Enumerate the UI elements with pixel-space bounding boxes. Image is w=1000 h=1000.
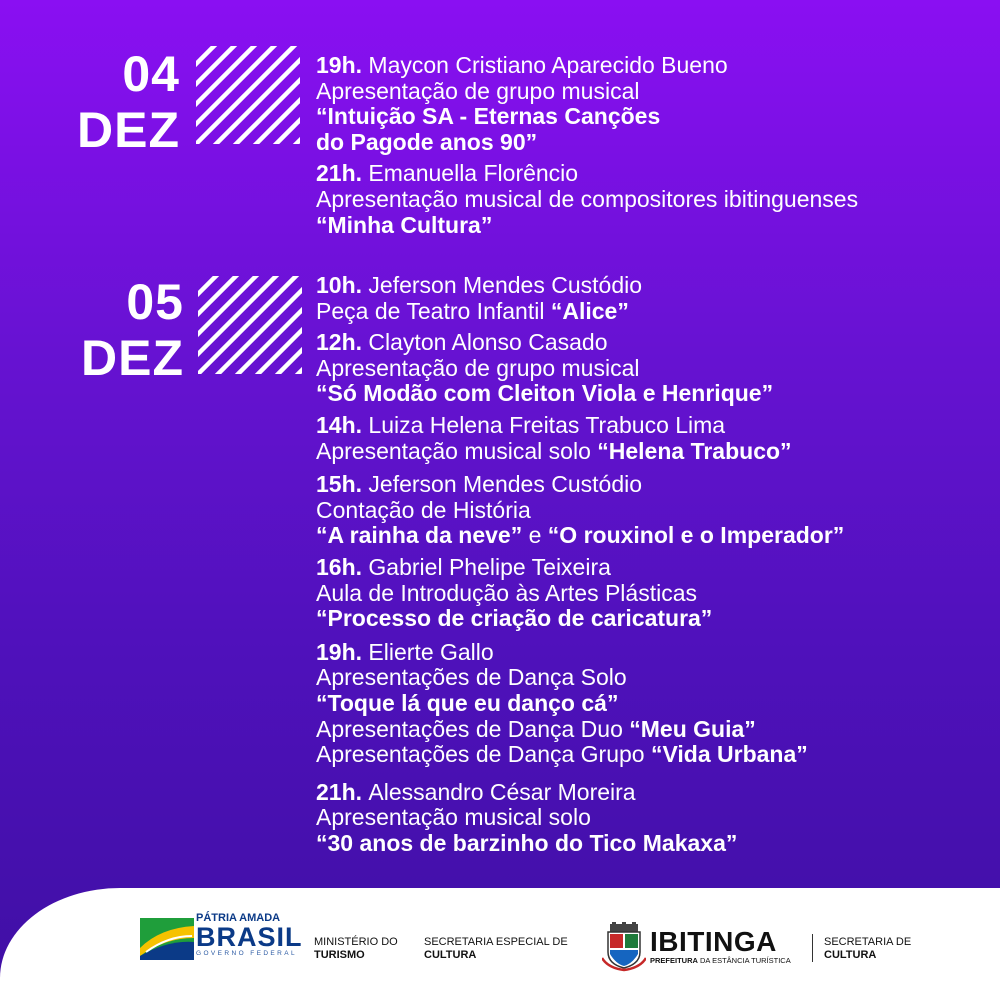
event-detail-line bbox=[316, 213, 858, 239]
event-detail-line bbox=[316, 498, 844, 524]
event-time: 21h. bbox=[316, 778, 369, 805]
event-time: 16h. bbox=[316, 553, 369, 580]
event-detail-line bbox=[316, 187, 858, 213]
ibitinga-name: IBITINGA bbox=[650, 926, 777, 957]
date-day-number: 04 bbox=[122, 46, 180, 102]
event-text: Apresentação musical solo bbox=[316, 437, 598, 464]
event-text: Jeferson Mendes Custódio bbox=[368, 272, 643, 298]
event-detail-line bbox=[316, 831, 844, 857]
sec-cultura-line1: SECRETARIA DE bbox=[824, 936, 912, 948]
patria-amada-text: PÁTRIA AMADA bbox=[196, 912, 281, 924]
event-item bbox=[316, 640, 844, 768]
event-text: Luiza Helena Freitas Trabuco Lima bbox=[368, 411, 726, 438]
event-text: Elierte Gallo bbox=[368, 638, 494, 665]
brasil-flag-logo bbox=[140, 918, 194, 960]
date-day-number: 05 bbox=[126, 274, 184, 330]
ibitinga-subtitle bbox=[650, 956, 791, 965]
hatch-decoration bbox=[198, 276, 302, 374]
ibitinga-wordmark bbox=[650, 928, 791, 965]
event-text: “30 anos de barzinho do Tico Makaxa” bbox=[316, 829, 738, 856]
schedule-04-dez bbox=[316, 53, 858, 238]
event-text: Apresentações de Dança Duo bbox=[316, 715, 630, 742]
event-header-line bbox=[316, 330, 844, 356]
event-detail-line bbox=[316, 691, 844, 717]
ministerio-line2: TURISMO bbox=[314, 949, 365, 961]
event-detail-line bbox=[316, 581, 844, 607]
event-text: Emanuella Florêncio bbox=[368, 160, 579, 187]
event-detail-line bbox=[316, 805, 844, 831]
event-text: do Pagode anos 90” bbox=[316, 128, 538, 155]
event-text: Apresentações de Dança Grupo bbox=[316, 741, 651, 768]
event-detail-line bbox=[316, 130, 858, 156]
date-month: DEZ bbox=[77, 102, 180, 158]
governo-federal-text: GOVERNO FEDERAL bbox=[196, 950, 298, 957]
date-04-dez bbox=[70, 46, 180, 158]
event-detail-line bbox=[316, 104, 858, 130]
event-time: 19h. bbox=[316, 638, 369, 665]
event-item bbox=[316, 330, 844, 407]
event-detail-line bbox=[316, 299, 844, 325]
footer-divider bbox=[812, 934, 813, 962]
event-time: 19h. bbox=[316, 52, 369, 78]
event-text: Peça de Teatro Infantil bbox=[316, 297, 551, 324]
event-text: “Só Modão com Cleiton Viola e Henrique” bbox=[316, 380, 774, 407]
event-time: 21h. bbox=[316, 160, 369, 187]
event-time: 10h. bbox=[316, 272, 369, 298]
event-text: “O rouxinol e o Imperador” bbox=[547, 522, 845, 549]
ministerio-line1: MINISTÉRIO DO bbox=[314, 936, 398, 948]
sec-cultura-line2: CULTURA bbox=[824, 949, 877, 961]
secretaria-de-cultura bbox=[824, 936, 911, 962]
event-header-line bbox=[316, 555, 844, 581]
prefeitura-text: PREFEITURA bbox=[650, 956, 698, 965]
event-text: “Toque lá que eu danço cá” bbox=[316, 689, 619, 716]
event-text: Aula de Introdução às Artes Plásticas bbox=[316, 579, 697, 606]
event-item bbox=[316, 555, 844, 632]
event-item bbox=[316, 413, 844, 464]
secretaria-line1: SECRETARIA ESPECIAL DE bbox=[424, 936, 568, 948]
sponsor-footer bbox=[0, 888, 1000, 1000]
event-detail-line bbox=[316, 665, 844, 691]
event-header-line bbox=[316, 780, 844, 806]
event-text: Apresentação musical solo bbox=[316, 804, 591, 831]
event-text: Apresentação musical de compositores ibitinguenses bbox=[316, 185, 859, 212]
event-header-line bbox=[316, 161, 858, 187]
event-text: Contação de História bbox=[316, 496, 531, 523]
event-header-line bbox=[316, 413, 844, 439]
event-text: Apresentações de Dança Solo bbox=[316, 664, 627, 691]
event-text: Apresentação de grupo musical bbox=[316, 77, 640, 104]
event-time: 12h. bbox=[316, 329, 369, 356]
event-text: “A rainha da neve” bbox=[316, 522, 523, 549]
event-text: Alessandro César Moreira bbox=[368, 778, 636, 805]
event-time: 15h. bbox=[316, 471, 369, 498]
hatch-decoration bbox=[196, 46, 300, 144]
event-detail-line bbox=[316, 742, 844, 768]
event-detail-line bbox=[316, 523, 844, 549]
event-text: Apresentação de grupo musical bbox=[316, 354, 640, 381]
event-text: “Minha Cultura” bbox=[316, 211, 493, 238]
date-month: DEZ bbox=[81, 330, 184, 386]
event-text: “Meu Guia” bbox=[629, 715, 756, 742]
ibitinga-crest-icon bbox=[602, 922, 646, 972]
event-detail-line bbox=[316, 606, 844, 632]
secretaria-especial-cultura bbox=[424, 936, 568, 962]
event-text: “Intuição SA - Eternas Canções bbox=[316, 103, 661, 130]
event-text: “Helena Trabuco” bbox=[597, 437, 792, 464]
event-header-line bbox=[316, 273, 844, 299]
event-detail-line bbox=[316, 381, 844, 407]
event-text: Clayton Alonso Casado bbox=[368, 329, 608, 356]
event-detail-line bbox=[316, 717, 844, 743]
event-text: e bbox=[522, 522, 548, 549]
event-item bbox=[316, 780, 844, 857]
event-header-line bbox=[316, 53, 858, 79]
brasil-text: BRASIL bbox=[196, 922, 303, 952]
event-detail-line bbox=[316, 356, 844, 382]
patria-amada-brasil-wordmark bbox=[196, 912, 303, 958]
event-header-line bbox=[316, 640, 844, 666]
event-text: “Alice” bbox=[550, 297, 629, 324]
secretaria-line2: CULTURA bbox=[424, 949, 477, 961]
event-item bbox=[316, 472, 844, 549]
event-detail-line bbox=[316, 439, 844, 465]
event-item bbox=[316, 161, 858, 238]
event-text: Jeferson Mendes Custódio bbox=[368, 471, 643, 498]
event-text: Maycon Cristiano Aparecido Bueno bbox=[368, 52, 728, 78]
event-item bbox=[316, 53, 858, 155]
event-text: “Vida Urbana” bbox=[650, 741, 808, 768]
schedule-05-dez bbox=[316, 273, 844, 856]
estancia-text: DA ESTÂNCIA TURÍSTICA bbox=[697, 956, 791, 965]
event-header-line bbox=[316, 472, 844, 498]
event-text: Gabriel Phelipe Teixeira bbox=[368, 553, 611, 580]
ministerio-turismo bbox=[314, 936, 398, 962]
event-time: 14h. bbox=[316, 411, 369, 438]
event-detail-line bbox=[316, 79, 858, 105]
event-item bbox=[316, 273, 844, 324]
date-05-dez bbox=[74, 274, 184, 386]
event-text: “Processo de criação de caricatura” bbox=[316, 605, 713, 632]
